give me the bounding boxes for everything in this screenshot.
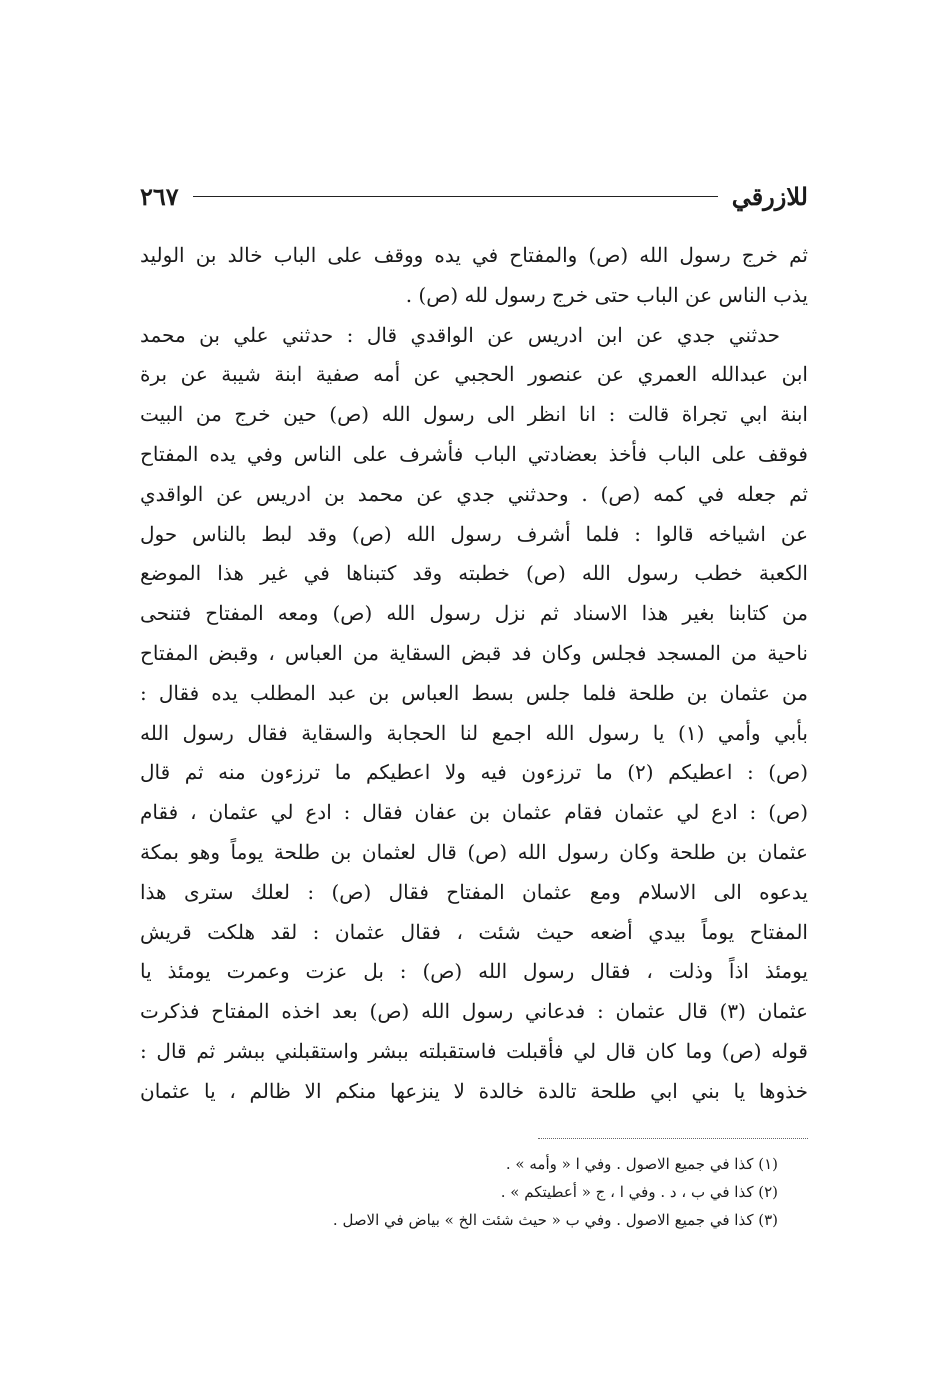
text-line: يدعوه الى الاسلام ومع عثمان المفتاح فقال (ص) : لعلك سترى هذا xyxy=(140,879,808,904)
text-line: فوقف على الباب فأخذ بعضادتي الباب فأشرف على الناس وفي يده المفتاح xyxy=(140,441,808,466)
text-line: قوله (ص) وما كان قال لي فأقبلت فاستقبلته ببشر واستقبلني ببشر ثم قال : xyxy=(140,1038,808,1063)
text-line: ابن عبدالله العمري عن عنصور الحجبي عن أمه صفية ابنة شيبة عن برة xyxy=(140,362,808,387)
text-line: عن اشياخه قالوا : فلما أشرف رسول الله (ص) وقد لبط بالناس حول xyxy=(140,521,808,546)
text-line: ثم خرج رسول الله (ص) والمفتاح في يده ووقف على الباب خالد بن الوليد xyxy=(140,243,808,267)
text-line: خذوها يا بني ابي طلحة تالدة خالدة لا ينزعها منكم الا ظالم ، يا عثمان xyxy=(140,1078,808,1103)
text-line: بأبي وأمي (١) يا رسول الله اجمع لنا الحجابة والسقاية فقال رسول الله xyxy=(140,720,808,745)
footnote: (٣) كذا في جميع الاصول . وفي ب « حيث شئت الخ » بياض في الاصل . xyxy=(332,1211,778,1229)
page-number: ٢٦٧ xyxy=(140,181,179,211)
text-line: (ص) : ادع لي عثمان فقام عثمان بن عفان فقال : ادع لي عثمان ، فقام xyxy=(140,800,808,825)
text-line: حدثني جدي عن ابن ادريس عن الواقدي قال : حدثني علي بن محمد xyxy=(140,322,780,347)
footnote: (١) كذا في جميع الاصول . وفي ا « وأمه » . xyxy=(505,1155,778,1173)
footnote-separator xyxy=(538,1138,808,1139)
text-line: يذب الناس عن الباب حتى خرج رسول لله (ص) . xyxy=(405,282,808,307)
footnote: (٢) كذا في ب ، د . وفي ا ، ج « أعطيتكم » . xyxy=(500,1183,778,1201)
text-line: من عثمان بن طلحة فلما جلس بسط العباس بن عبد المطلب يده فقال : xyxy=(140,680,808,705)
text-line: ابنة ابي تجراة قالت : انا انظر الى رسول الله (ص) حين خرج من البيت xyxy=(140,402,808,427)
running-header xyxy=(140,176,808,216)
footnotes xyxy=(180,1150,778,1234)
text-line: من كتابنا بغير هذا الاسناد ثم نزل رسول الله (ص) ومعه المفتاح فتنحى xyxy=(140,601,808,626)
body-text xyxy=(140,236,808,1112)
text-line: الكعبة خطب رسول الله (ص) خطبته وقد كتبناها في غير هذا الموضع xyxy=(140,561,808,586)
text-line: عثمان (٣) قال عثمان : فدعاني رسول الله (ص) بعد اخذه المفتاح فذكرت xyxy=(140,999,808,1024)
book-title: للازرقي xyxy=(731,181,808,211)
text-line: عثمان بن طلحة وكان رسول الله (ص) قال لعثمان بن طلحة يوماً وهو بمكة xyxy=(140,839,808,864)
text-line: يومئذ اذاً وذلت ، فقال رسول الله (ص) : بل عزت وعمرت يومئذ يا xyxy=(140,959,808,984)
text-line: ناحية من المسجد فجلس وكان فد قبض السقاية من العباس ، وقبض المفتاح xyxy=(140,640,808,665)
text-line: (ص) : اعطيكم (٢) ما ترزءون فيه ولا اعطيكم ما ترزءون منه ثم قال xyxy=(140,760,808,785)
text-line: ثم جعله في كمه (ص) . وحدثني جدي عن محمد بن ادريس عن الواقدي xyxy=(140,481,808,506)
text-line: المفتاح يوماً بيدي أضعه حيث شئت ، فقال عثمان : لقد هلكت قريش xyxy=(140,919,808,944)
header-rule xyxy=(193,196,718,197)
